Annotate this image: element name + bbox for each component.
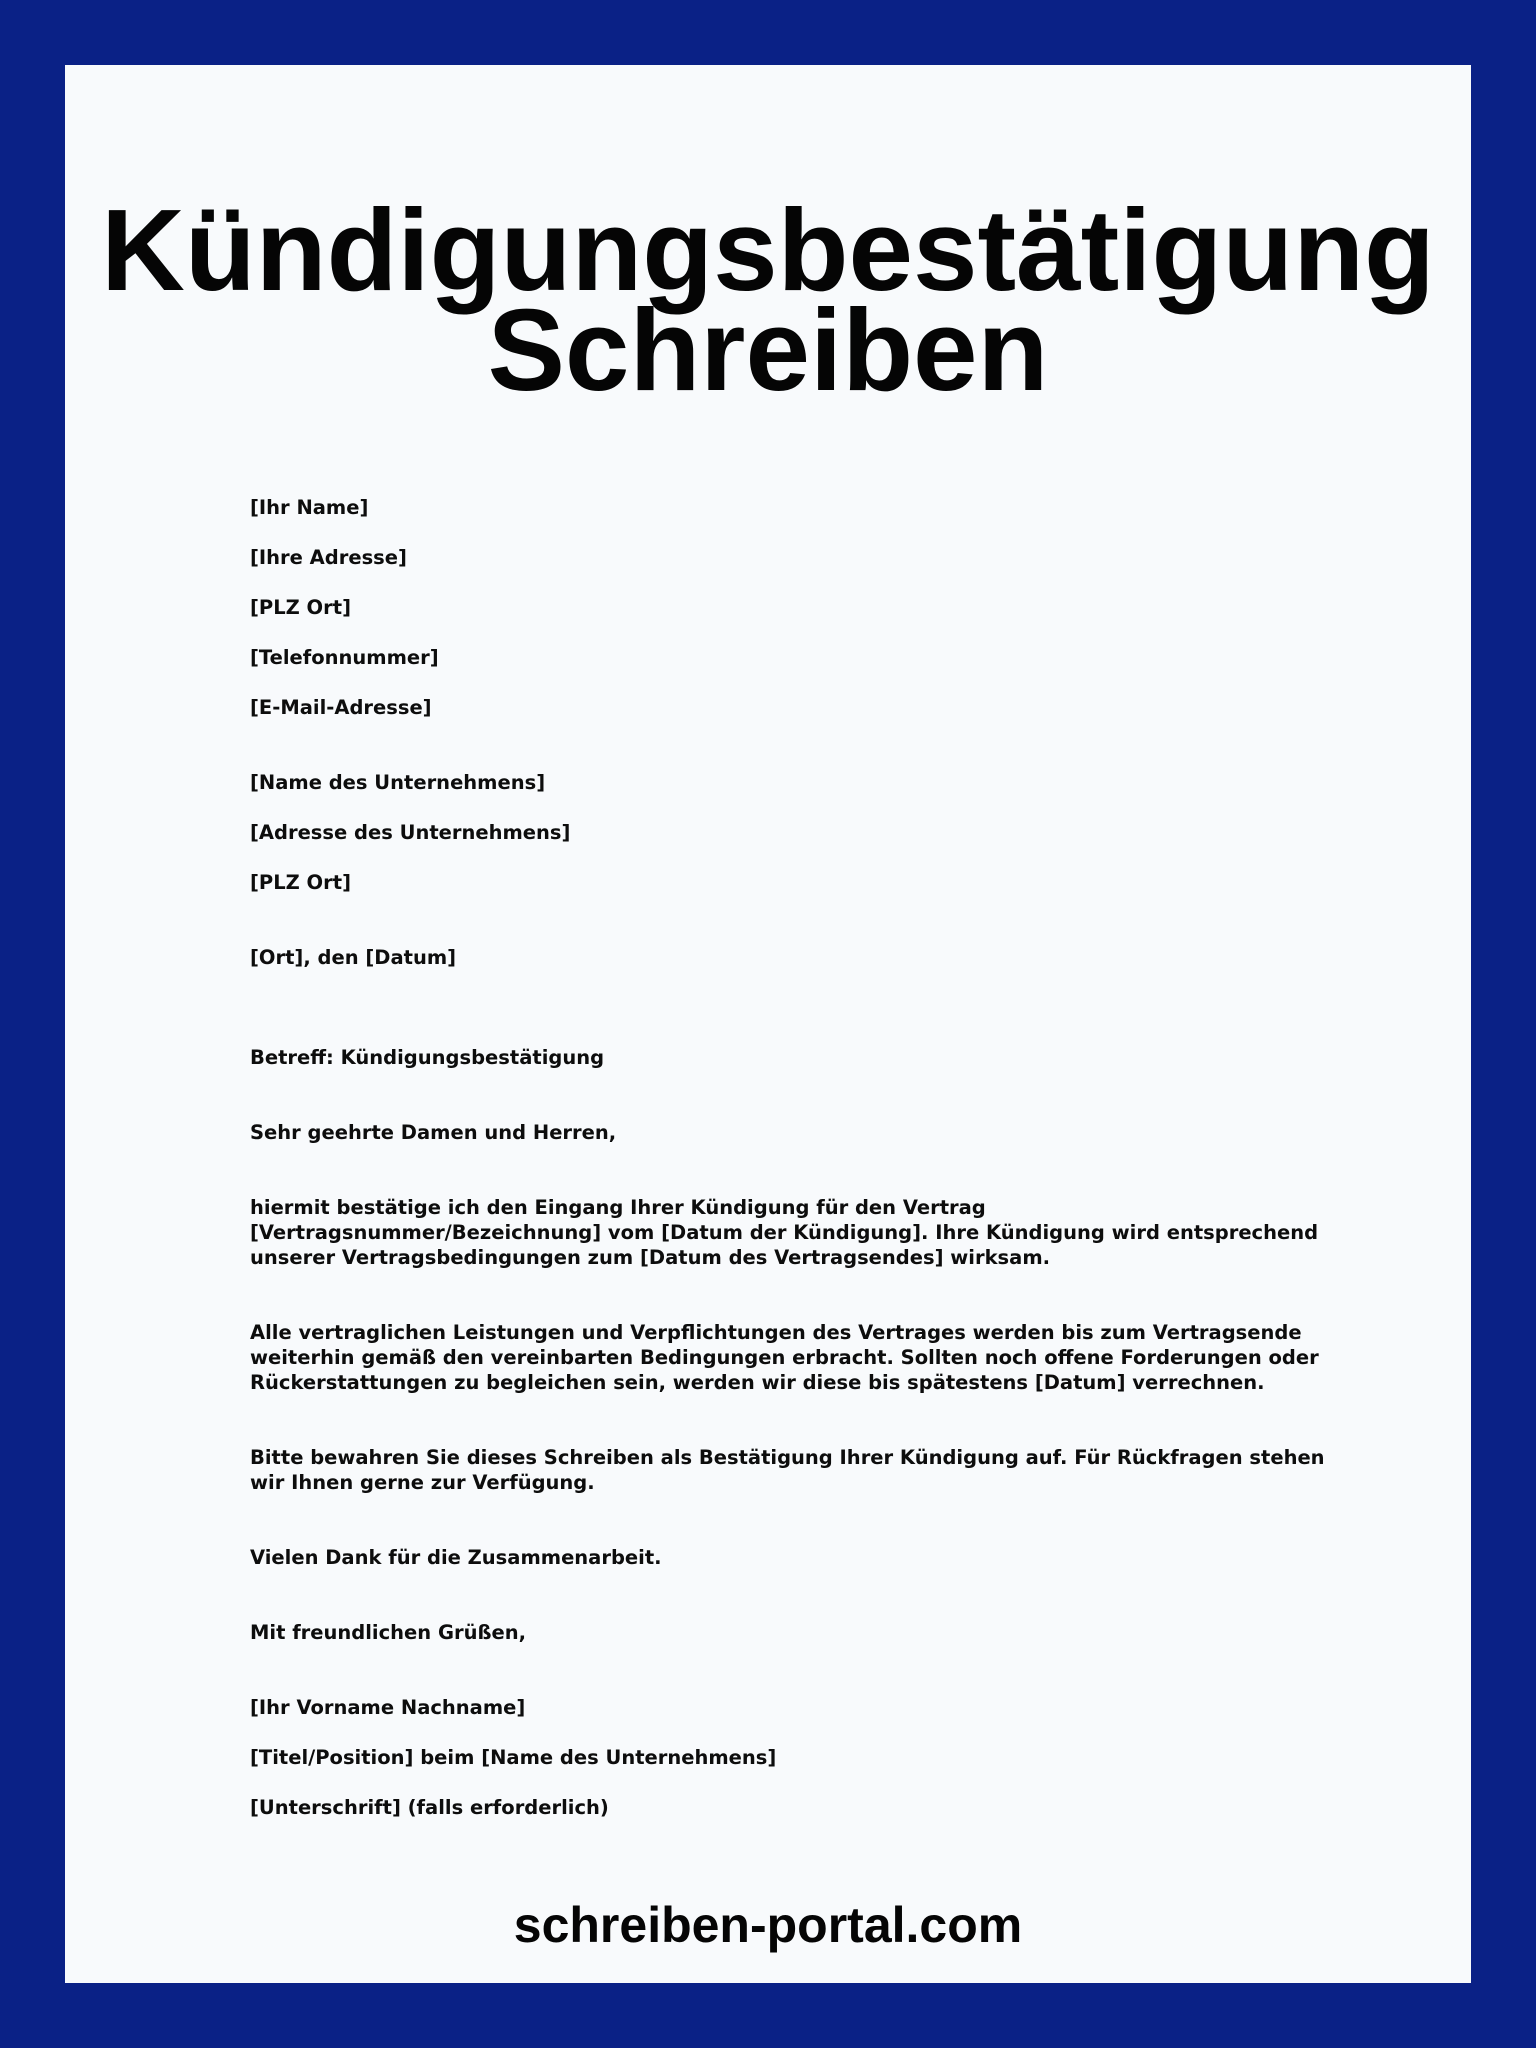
sender-city: [PLZ Ort] [250,596,351,619]
date-line: [Ort], den [Datum] [250,946,457,969]
recipient-address: [Adresse des Unternehmens] [250,821,571,844]
sender-phone: [Telefonnummer] [250,646,439,669]
page-title [65,185,1471,415]
signature-name: [Ihr Vorname Nachname] [250,1696,526,1719]
footer-website: schreiben-portal.com [513,1897,1023,1953]
signature-note: [Unterschrift] (falls erforderlich) [250,1796,609,1819]
closing: Mit freundlichen Grüßen, [250,1621,526,1644]
paragraph-3: Bitte bewahren Sie dieses Schreiben als Bestätigung Ihrer Kündigung auf. Für Rückfragen stehen wir Ihnen gerne zur Verfügung. [250,1446,1325,1494]
sender-email: [E-Mail-Adresse] [250,696,432,719]
title-line-2: Schreiben [487,285,1049,415]
letter-page [65,65,1471,1983]
recipient-city: [PLZ Ort] [250,871,351,894]
sender-address: [Ihre Adresse] [250,546,407,569]
subject-line: Betreff: Kündigungsbestätigung [250,1046,605,1069]
signature-position: [Titel/Position] beim [Name des Unternehmens] [250,1746,777,1769]
recipient-company: [Name des Unternehmens] [250,771,546,794]
paragraph-2: Alle vertraglichen Leistungen und Verpflichtungen des Vertrages werden bis zum Vertragsende weiterhin gemäß den vereinbarten Bedingungen erbracht. Sollten noch offene Forderungen oder Rückerstattungen zu begleichen sein, werden wir diese bis spätestens [Datum] verrechnen. [250,1321,1319,1394]
paragraph-4: Vielen Dank für die Zusammenarbeit. [250,1546,662,1569]
paragraph-1: hiermit bestätige ich den Eingang Ihrer Kündigung für den Vertrag [Vertragsnummer/Bezeichnung] vom [Datum der Kündigung]. Ihre Kündigung wird entsprechend unserer Vertragsbedingungen zum [Datum des Vertragsendes] wirksam. [250,1196,1319,1269]
title-line-1: Kündigungsbestätigung [101,185,1435,315]
salutation: Sehr geehrte Damen und Herren, [250,1121,617,1144]
sender-name: [Ihr Name] [250,496,369,519]
